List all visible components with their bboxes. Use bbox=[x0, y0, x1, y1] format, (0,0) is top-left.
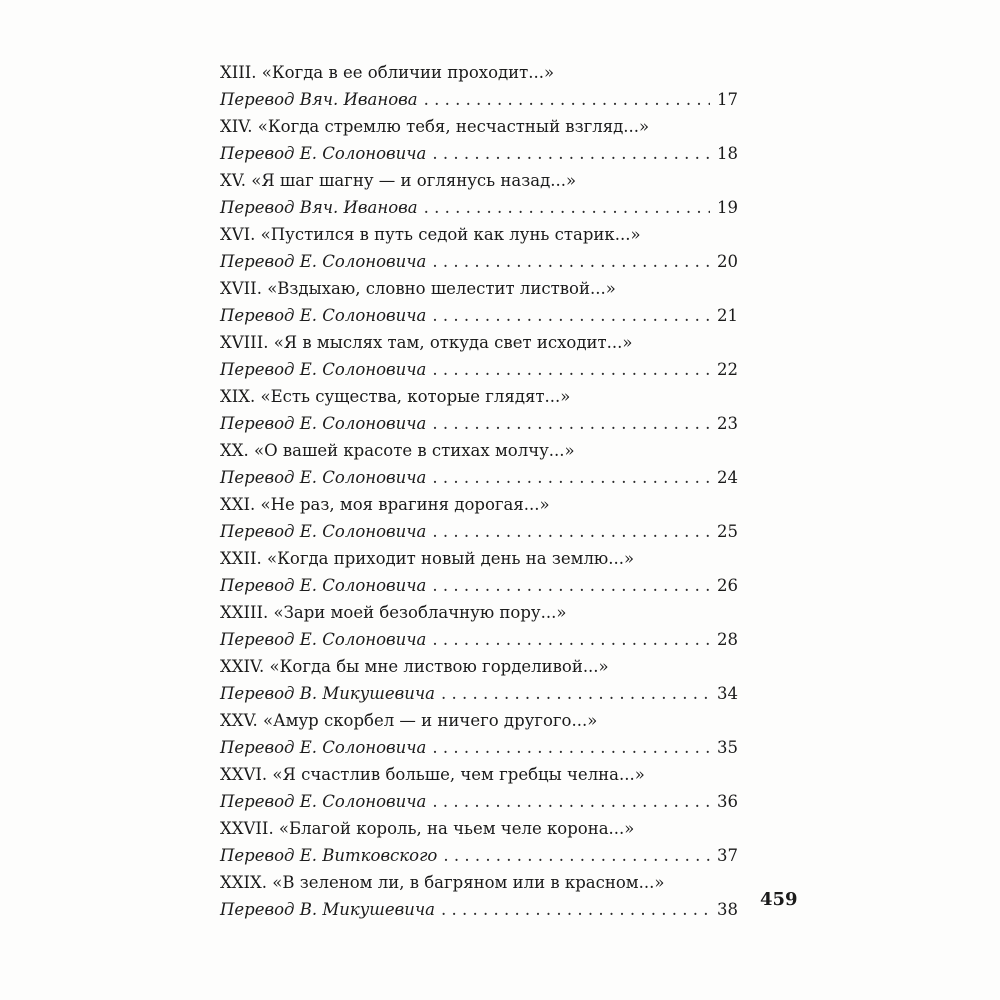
dot-leader bbox=[441, 680, 710, 707]
toc-entry bbox=[220, 599, 738, 653]
poem-title: XIV. «Когда стремлю тебя, несчастный взгляд...» bbox=[220, 117, 650, 136]
translator-credit: Перевод Е. Солоновича bbox=[220, 414, 427, 433]
poem-title: XXVII. «Благой король, на чьем челе корона...» bbox=[220, 819, 635, 838]
toc-entry-line bbox=[220, 248, 738, 275]
dot-leader bbox=[432, 248, 710, 275]
page-reference: 36 bbox=[717, 792, 738, 811]
poem-title: XXV. «Амур скорбел — и ничего другого...» bbox=[220, 711, 598, 730]
page-reference: 34 bbox=[717, 684, 738, 703]
toc-entry bbox=[220, 221, 738, 275]
dot-leader bbox=[432, 302, 710, 329]
dot-leader bbox=[432, 626, 710, 653]
dot-leader bbox=[432, 734, 710, 761]
toc-entry-line bbox=[220, 464, 738, 491]
translator-credit: Перевод Е. Солоновича bbox=[220, 522, 427, 541]
toc-entry bbox=[220, 653, 738, 707]
toc-entry-line bbox=[220, 356, 738, 383]
toc-entry-line bbox=[220, 410, 738, 437]
page-reference: 26 bbox=[717, 576, 738, 595]
page-reference: 21 bbox=[717, 306, 738, 325]
dot-leader bbox=[424, 194, 710, 221]
toc-entry bbox=[220, 275, 738, 329]
toc-entry bbox=[220, 383, 738, 437]
page-reference: 23 bbox=[717, 414, 738, 433]
poem-title: XX. «О вашей красоте в стихах молчу...» bbox=[220, 441, 575, 460]
toc-entry bbox=[220, 491, 738, 545]
toc-entry-line bbox=[220, 572, 738, 599]
poem-title: XVII. «Вздыхаю, словно шелестит листвой...» bbox=[220, 279, 616, 298]
page-number: 459 bbox=[760, 889, 798, 910]
page-reference: 22 bbox=[717, 360, 738, 379]
poem-title: XXIV. «Когда бы мне листвою горделивой...» bbox=[220, 657, 609, 676]
toc-entry bbox=[220, 437, 738, 491]
toc-entry-line bbox=[220, 896, 738, 923]
dot-leader bbox=[432, 356, 710, 383]
translator-credit: Перевод Е. Солоновича bbox=[220, 144, 427, 163]
dot-leader bbox=[443, 842, 710, 869]
poem-title: XVIII. «Я в мыслях там, откуда свет исходит...» bbox=[220, 333, 633, 352]
toc-entry bbox=[220, 761, 738, 815]
page-reference: 19 bbox=[717, 198, 738, 217]
toc-entry-line bbox=[220, 680, 738, 707]
page-reference: 37 bbox=[717, 846, 738, 865]
page-reference: 24 bbox=[717, 468, 738, 487]
dot-leader bbox=[432, 464, 710, 491]
translator-credit: Перевод Е. Солоновича bbox=[220, 576, 427, 595]
page-reference: 35 bbox=[717, 738, 738, 757]
toc-entry-line bbox=[220, 302, 738, 329]
toc-entry bbox=[220, 329, 738, 383]
translator-credit: Перевод Вяч. Иванова bbox=[220, 90, 418, 109]
toc-entry-line bbox=[220, 86, 738, 113]
toc-entry bbox=[220, 869, 738, 923]
translator-credit: Перевод Вяч. Иванова bbox=[220, 198, 418, 217]
dot-leader bbox=[432, 410, 710, 437]
poem-title: XXIII. «Зари моей безоблачную пору...» bbox=[220, 603, 567, 622]
poem-title: XXII. «Когда приходит новый день на землю...» bbox=[220, 549, 635, 568]
toc-entry bbox=[220, 59, 738, 113]
toc-entry bbox=[220, 167, 738, 221]
poem-title: XXVI. «Я счастлив больше, чем гребцы челна...» bbox=[220, 765, 645, 784]
page-reference: 38 bbox=[717, 900, 738, 919]
dot-leader bbox=[441, 896, 710, 923]
poem-title: XIX. «Есть существа, которые глядят...» bbox=[220, 387, 571, 406]
translator-credit: Перевод Е. Солоновича bbox=[220, 792, 427, 811]
toc-entry-line bbox=[220, 626, 738, 653]
dot-leader bbox=[432, 140, 710, 167]
dot-leader bbox=[424, 86, 710, 113]
page-reference: 28 bbox=[717, 630, 738, 649]
translator-credit: Перевод В. Микушевича bbox=[220, 684, 436, 703]
translator-credit: Перевод Е. Солоновича bbox=[220, 360, 427, 379]
page-reference: 17 bbox=[717, 90, 738, 109]
page-reference: 20 bbox=[717, 252, 738, 271]
poem-title: XVI. «Пустился в путь седой как лунь старик...» bbox=[220, 225, 641, 244]
toc-entry-line bbox=[220, 194, 738, 221]
translator-credit: Перевод Е. Солоновича bbox=[220, 468, 427, 487]
toc-entry bbox=[220, 113, 738, 167]
dot-leader bbox=[432, 572, 710, 599]
translator-credit: Перевод Е. Солоновича bbox=[220, 630, 427, 649]
toc-entry bbox=[220, 815, 738, 869]
toc-entry-line bbox=[220, 734, 738, 761]
poem-title: XXIX. «В зеленом ли, в багряном или в красном...» bbox=[220, 873, 665, 892]
translator-credit: Перевод Е. Солоновича bbox=[220, 252, 427, 271]
dot-leader bbox=[432, 518, 710, 545]
poem-title: XV. «Я шаг шагну — и оглянусь назад...» bbox=[220, 171, 577, 190]
toc-entry-line bbox=[220, 140, 738, 167]
page-reference: 18 bbox=[717, 144, 738, 163]
poem-title: XIII. «Когда в ее обличии проходит...» bbox=[220, 63, 555, 82]
toc-entry-line bbox=[220, 518, 738, 545]
toc-entry bbox=[220, 707, 738, 761]
translator-credit: Перевод Е. Витковского bbox=[220, 846, 438, 865]
toc-entry bbox=[220, 545, 738, 599]
toc-entry-line bbox=[220, 842, 738, 869]
table-of-contents bbox=[220, 59, 738, 923]
translator-credit: Перевод Е. Солоновича bbox=[220, 738, 427, 757]
translator-credit: Перевод В. Микушевича bbox=[220, 900, 436, 919]
poem-title: XXI. «Не раз, моя врагиня дорогая...» bbox=[220, 495, 550, 514]
toc-entry-line bbox=[220, 788, 738, 815]
page-reference: 25 bbox=[717, 522, 738, 541]
dot-leader bbox=[432, 788, 710, 815]
translator-credit: Перевод Е. Солоновича bbox=[220, 306, 427, 325]
